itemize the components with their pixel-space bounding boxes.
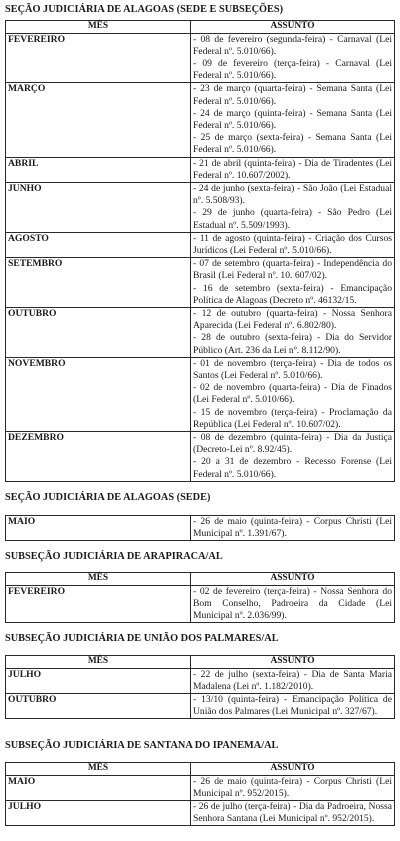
table-row <box>6 800 395 825</box>
holiday-entry: - 22 de julho (sexta-feira) - Dia de Santa Maria Madalena (Lei nº. 1.182/2010). <box>193 668 392 692</box>
subject-cell <box>191 83 395 157</box>
table-row <box>6 668 395 693</box>
table-header-row <box>6 656 395 669</box>
month-cell: FEVEREIRO <box>6 33 191 83</box>
month-cell: FEVEREIRO <box>6 585 191 623</box>
holiday-entry: - 16 de setembro (sexta-feira) - Emancipação Política de Alagoas (Decreto nº. 46132/15. <box>193 282 392 306</box>
holiday-entry: - 28 de outubro (sexta-feira) - Dia do Servidor Público (Art. 236 da Lei nº. 8.112/90). <box>193 332 392 356</box>
subject-cell <box>191 258 395 308</box>
subject-cell <box>191 33 395 83</box>
table-row <box>6 693 395 718</box>
month-cell: AGOSTO <box>6 232 191 257</box>
holiday-entry: - 26 de maio (quinta-feira) - Corpus Christi (Lei Municipal nº. 1.391/67). <box>193 516 392 540</box>
holiday-table <box>5 572 395 623</box>
header-subject: ASSUNTO <box>191 656 395 669</box>
table-row <box>6 516 395 541</box>
table-header-row <box>6 21 395 34</box>
section-title: SUBSEÇÃO JUDICIÁRIA DE ARAPIRACA/AL <box>5 551 223 562</box>
holiday-table <box>5 515 395 541</box>
header-subject: ASSUNTO <box>191 763 395 776</box>
holiday-table <box>5 762 395 826</box>
holiday-entry: - 26 de julho (terça-feira) - Dia da Padroeira, Nossa Senhora Santana (Lei Municipal nº. 952/2015). <box>193 800 392 825</box>
month-cell: SETEMBRO <box>6 258 191 308</box>
holiday-entry: - 11 de agosto (quinta-feira) - Criação dos Cursos Jurídicos (Lei Federal nº. 5.010/66). <box>193 232 392 256</box>
subject-cell <box>191 516 395 541</box>
subject-cell <box>191 693 395 718</box>
table-row <box>6 432 395 482</box>
month-cell: DEZEMBRO <box>6 432 191 482</box>
table-row <box>6 182 395 232</box>
holiday-table <box>5 20 395 482</box>
holiday-entry: - 08 de dezembro (quinta-feira) - Dia da Justiça (Decreto-Lei nº. 8.92/45). <box>193 432 392 456</box>
month-cell: MAIO <box>6 516 191 541</box>
holiday-entry: - 24 de março (quinta-feira) - Semana Santa (Lei Federal nº. 5.010/66). <box>193 107 392 131</box>
table-row <box>6 83 395 157</box>
holiday-entry: - 20 a 31 de dezembro - Recesso Forense (Lei Federal nº. 5.010/66). <box>193 456 392 480</box>
holiday-entry: - 08 de fevereiro (segunda-feira) - Carnaval (Lei Federal nº. 5.010/66). <box>193 33 392 57</box>
table-row <box>6 307 395 357</box>
month-cell: MARÇO <box>6 83 191 157</box>
subject-cell <box>191 307 395 357</box>
subject-cell <box>191 432 395 482</box>
table-row <box>6 157 395 182</box>
month-cell: JUNHO <box>6 182 191 232</box>
table-header-row <box>6 763 395 776</box>
section-title: SEÇÃO JUDICIÁRIA DE ALAGOAS (SEDE) <box>5 492 211 503</box>
subject-cell <box>191 800 395 825</box>
subject-cell <box>191 668 395 693</box>
holiday-entry: - 07 de setembro (quarta-feira) - Independência do Brasil (Lei Federal nº. 10. 607/02). <box>193 258 392 282</box>
header-subject: ASSUNTO <box>191 573 395 586</box>
month-cell: OUTUBRO <box>6 693 191 718</box>
subject-cell <box>191 585 395 623</box>
holiday-entry: - 21 de abril (quinta-feira) - Dia de Tiradentes (Lei Federal nº. 10.607/2002). <box>193 157 392 181</box>
table-row <box>6 775 395 800</box>
holiday-entry: - 13/10 (quinta-feira) - Emancipação Política de União dos Palmares (Lei Municipal nº. 327/67). <box>193 693 392 718</box>
section-title: SEÇÃO JUDICIÁRIA DE ALAGOAS (SEDE E SUBSEÇÕES) <box>5 4 284 15</box>
table-row <box>6 357 395 431</box>
month-cell: OUTUBRO <box>6 307 191 357</box>
section-title: SUBSEÇÃO JUDICIÁRIA DE SANTANA DO IPANEMA/AL <box>5 740 279 751</box>
subject-cell <box>191 182 395 232</box>
subject-cell <box>191 775 395 800</box>
month-cell: NOVEMBRO <box>6 357 191 431</box>
holiday-entry: - 24 de junho (sexta-feira) - São João (Lei Estadual nº. 5.508/93). <box>193 182 392 207</box>
month-cell: JULHO <box>6 800 191 825</box>
table-row <box>6 258 395 308</box>
section-title: SUBSEÇÃO JUDICIÁRIA DE UNIÃO DOS PALMARES/AL <box>5 633 279 644</box>
holiday-entry: - 15 de novembro (terça-feira) - Proclamação da República (Lei Federal nº. 10.607/02). <box>193 406 392 430</box>
header-subject: ASSUNTO <box>191 21 395 34</box>
header-month: MÊS <box>6 656 191 669</box>
table-row <box>6 232 395 257</box>
subject-cell <box>191 232 395 257</box>
holiday-entry: - 09 de fevereiro (terça-feira) - Carnaval (Lei Federal nº. 5.010/66). <box>193 57 392 82</box>
holiday-entry: - 02 de fevereiro (terça-feira) - Nossa Senhora do Bom Conselho, Padroeira da Cidade (Lei Municipal nº. 2.036/99). <box>193 585 392 621</box>
header-month: MÊS <box>6 573 191 586</box>
table-row <box>6 585 395 623</box>
header-month: MÊS <box>6 21 191 34</box>
holiday-entry: - 02 de novembro (quarta-feira) - Dia de Finados (Lei Federal nº. 5.010/66). <box>193 382 392 406</box>
holiday-entry: - 26 de maio (quinta-feira) - Corpus Christi (Lei Municipal nº. 952/2015). <box>193 775 392 799</box>
subject-cell <box>191 157 395 182</box>
holiday-entry: - 23 de março (quarta-feira) - Semana Santa (Lei Federal nº. 5.010/66). <box>193 83 392 107</box>
header-month: MÊS <box>6 763 191 776</box>
holiday-entry: - 12 de outubro (quarta-feira) - Nossa Senhora Aparecida (Lei Federal nº. 6.802/80). <box>193 307 392 332</box>
month-cell: MAIO <box>6 775 191 800</box>
month-cell: JULHO <box>6 668 191 693</box>
holiday-entry: - 25 de março (sexta-feira) - Semana Santa (Lei Federal nº. 5.010/66). <box>193 132 392 156</box>
subject-cell <box>191 357 395 431</box>
holiday-entry: - 29 de junho (quarta-feira) - São Pedro (Lei Estadual nº. 5.509/1993). <box>193 207 392 231</box>
table-row <box>6 33 395 83</box>
holiday-entry: - 01 de novembro (terça-feira) - Dia de todos os Santos (Lei Federal nº. 5.010/66). <box>193 357 392 381</box>
table-header-row <box>6 573 395 586</box>
holiday-table <box>5 655 395 719</box>
month-cell: ABRIL <box>6 157 191 182</box>
